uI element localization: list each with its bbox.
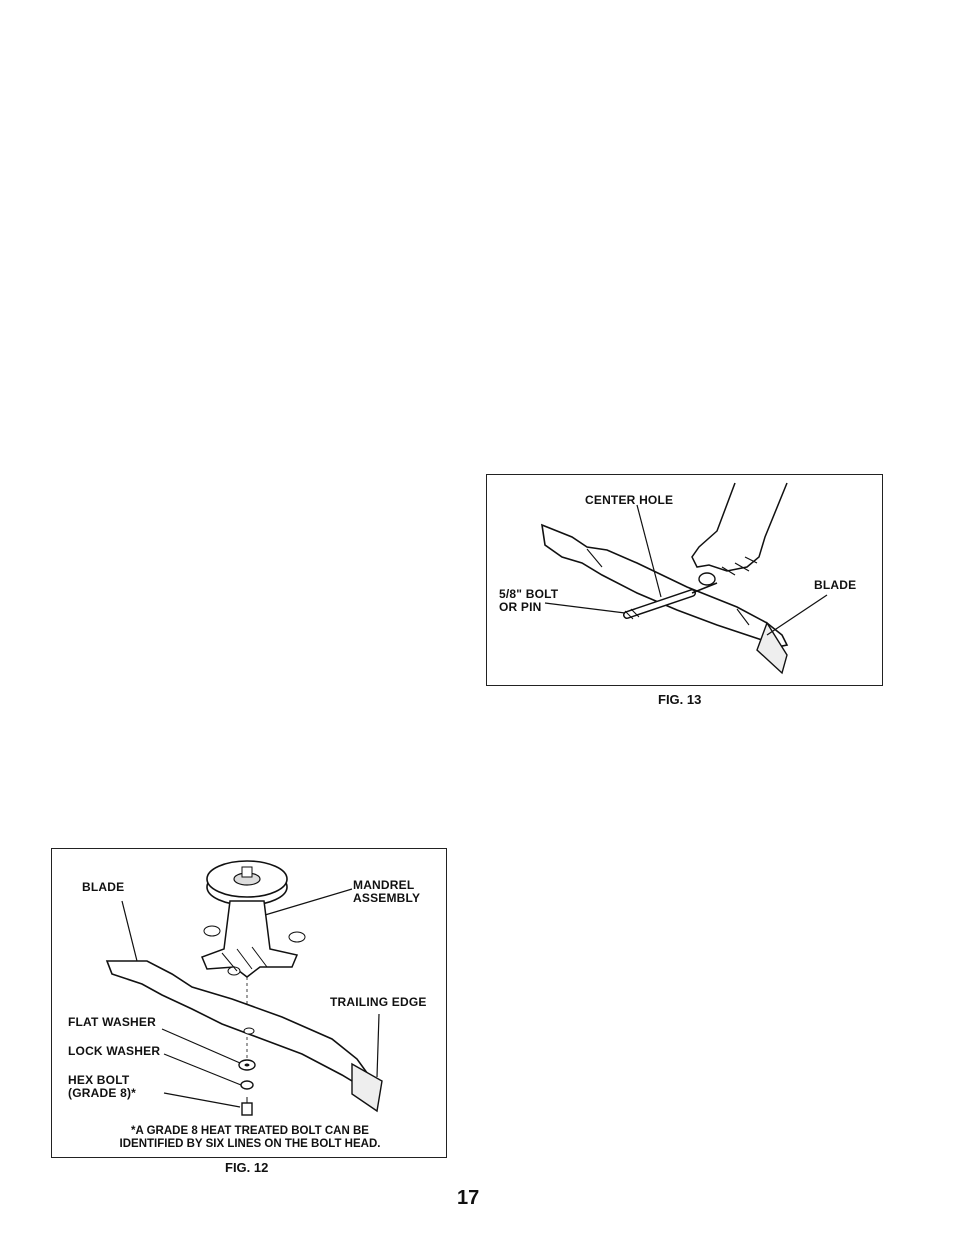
figure-13-box [486,474,883,686]
flat-washer-label: FLAT WASHER [68,1015,156,1029]
grade8-note-line1: *A GRADE 8 HEAT TREATED BOLT CAN BE [131,1125,369,1137]
trailing-edge-label: TRAILING EDGE [330,995,427,1009]
lock-washer [241,1081,253,1089]
page-number: 17 [457,1187,480,1209]
fig12-blade-label: BLADE [82,880,125,894]
figure-12-box [51,848,447,1158]
hex-bolt [242,1103,252,1115]
bolt-leader [545,603,625,613]
hex-bolt-label-line2: (GRADE 8)* [68,1086,137,1100]
figure-13-caption: FIG. 13 [658,692,702,707]
blade-leader [767,595,827,635]
bolt-label-line2: OR PIN [499,600,542,614]
center-hole-label: CENTER HOLE [585,493,674,507]
blade-label: BLADE [814,578,857,592]
hand-drawing [692,483,787,571]
figure-12-caption: FIG. 12 [225,1160,269,1175]
lock-washer-label: LOCK WASHER [68,1044,161,1058]
grade8-note-line2: IDENTIFIED BY SIX LINES ON THE BOLT HEAD. [119,1138,381,1150]
mandrel-label-line1: MANDREL [353,878,415,892]
hex-bolt-label-line1: HEX BOLT [68,1073,130,1087]
bolt-label-line1: 5/8" BOLT [499,587,559,601]
mandrel-label-line2: ASSEMBLY [353,891,421,905]
